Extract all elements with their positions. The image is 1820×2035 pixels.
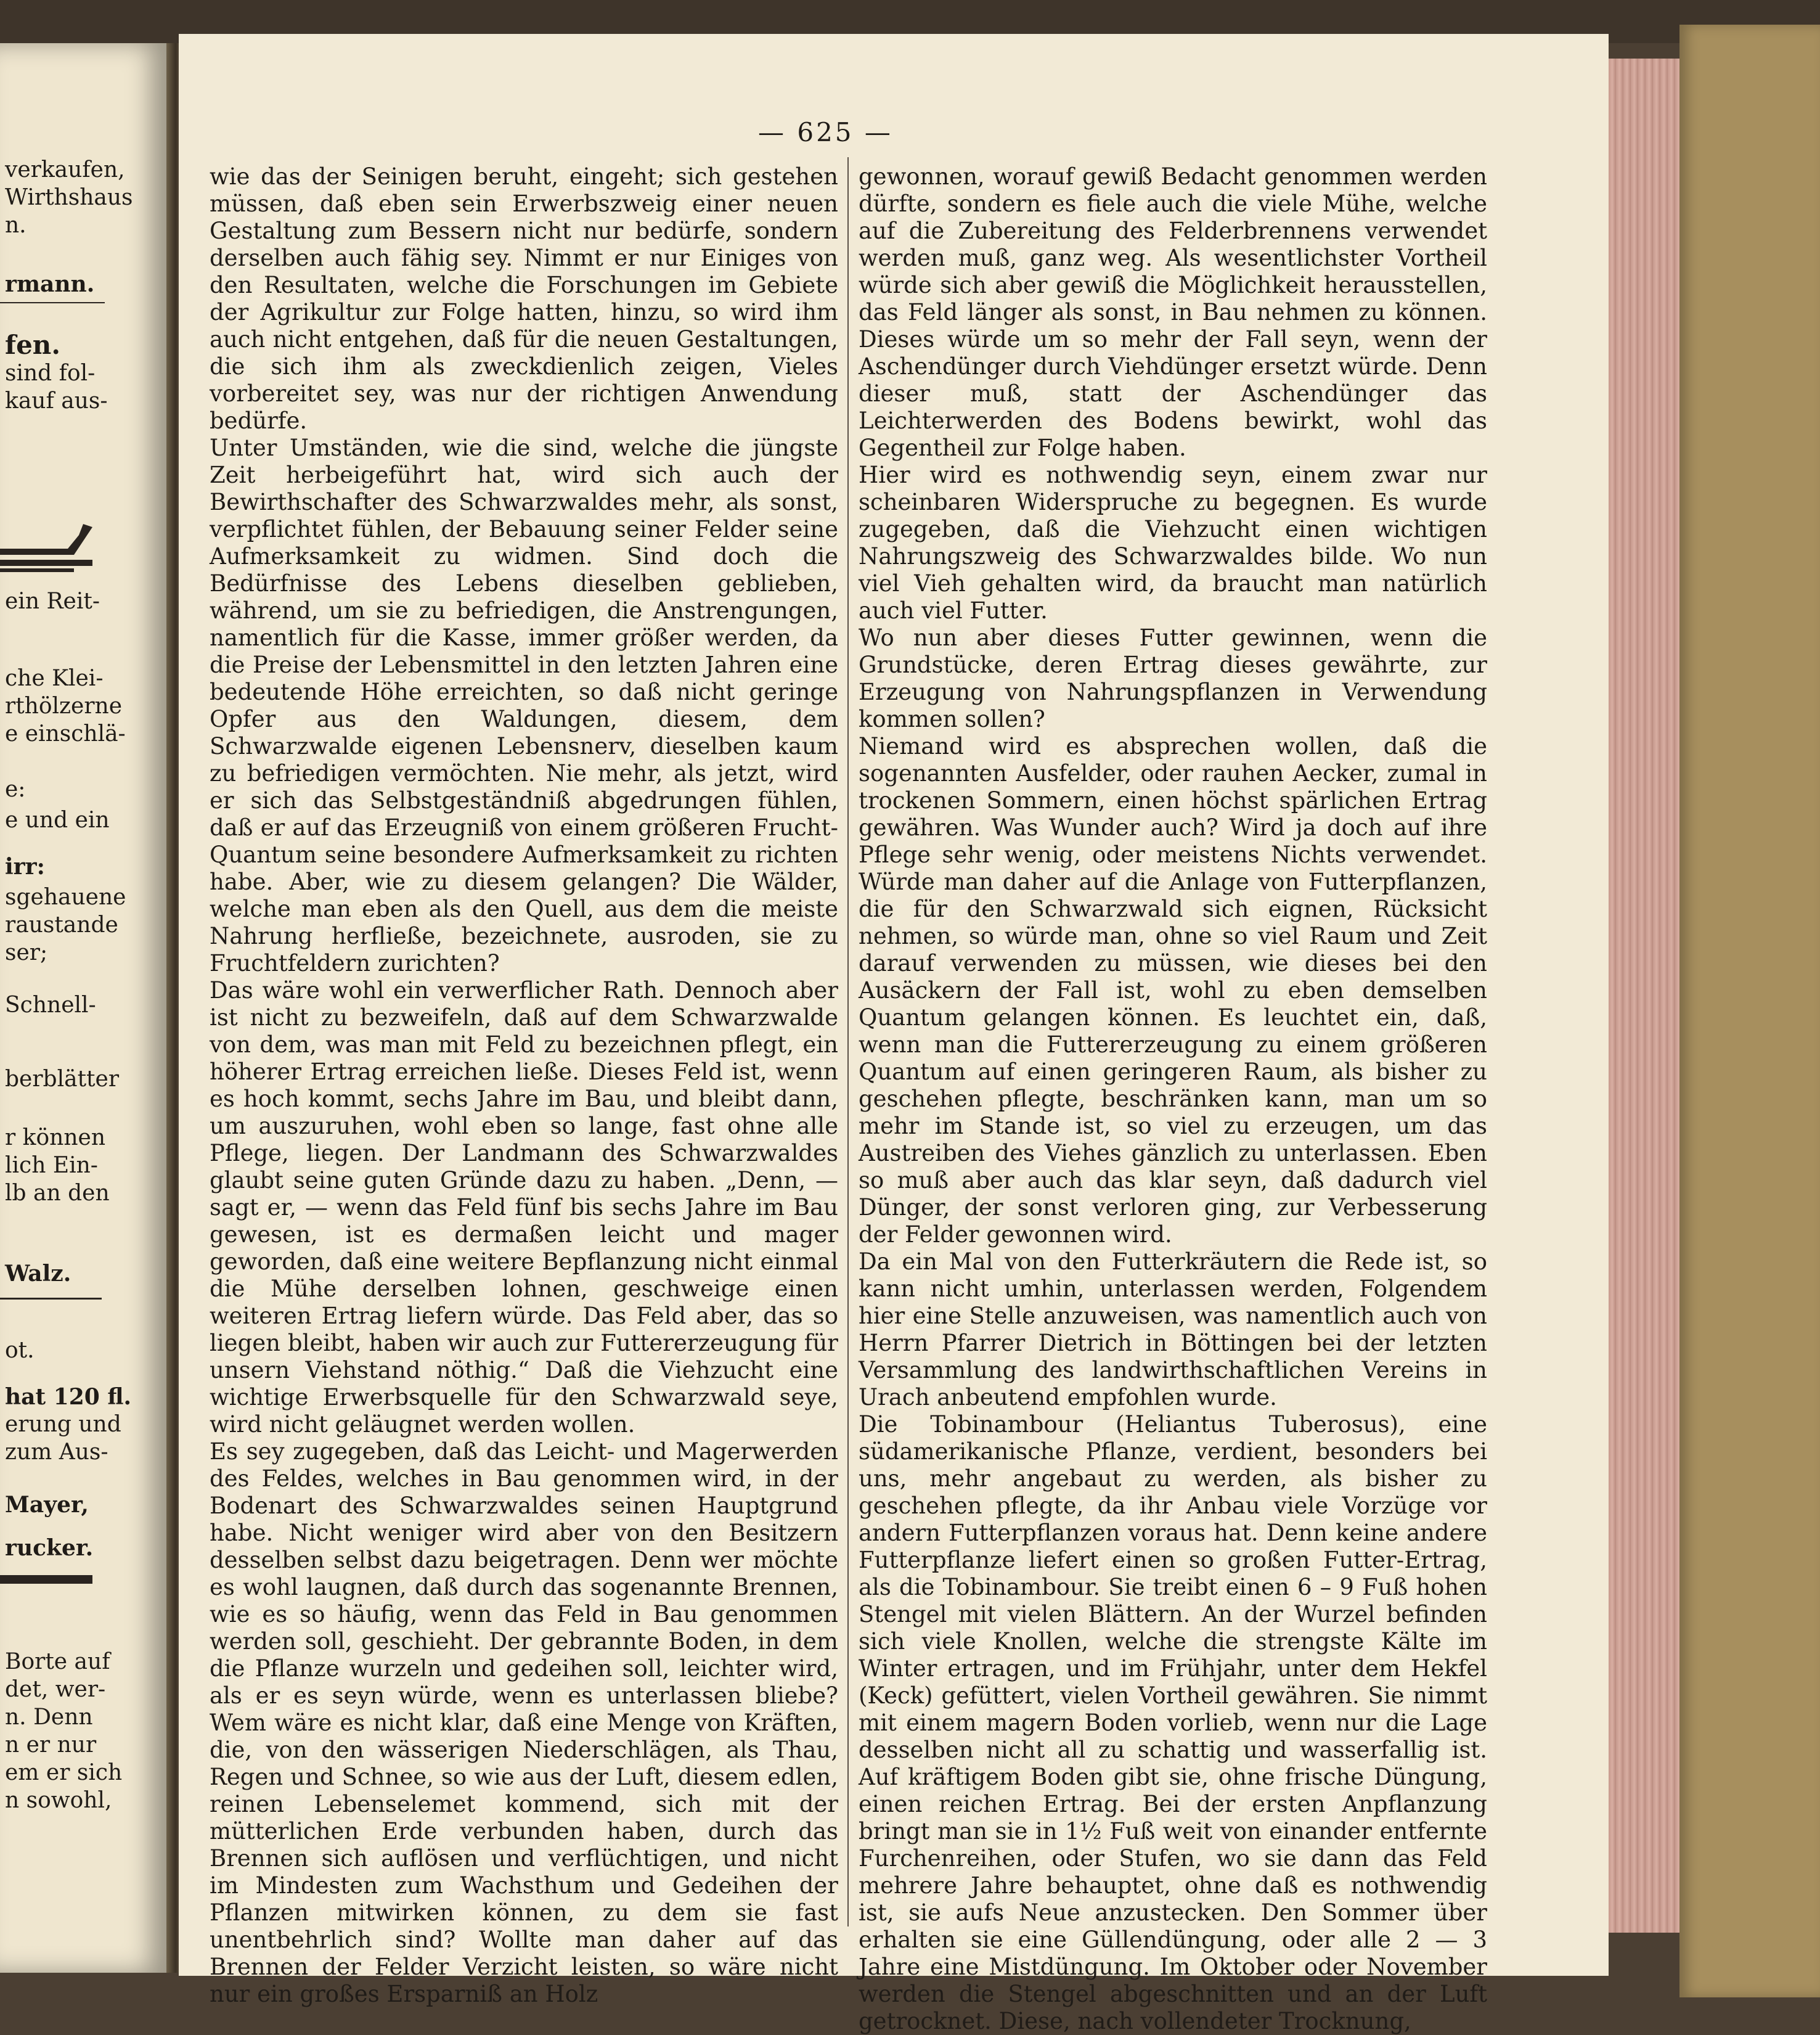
left-fragment: ein Reit- (5, 589, 100, 614)
left-fragment: erung und (5, 1412, 121, 1437)
left-fragment: lb an den (5, 1181, 110, 1206)
column-divider (847, 157, 849, 1926)
left-fragment: fen. (5, 330, 60, 360)
page-number: — 625 — (758, 117, 893, 147)
left-fragment: Mayer, (5, 1492, 89, 1518)
left-fragment: n er nur (5, 1732, 97, 1758)
text-column-left (210, 163, 838, 2008)
left-fragment: e und ein (5, 808, 110, 833)
left-fragment: ser; (5, 940, 48, 965)
paragraph: Niemand wird es absprechen wollen, daß die sogenannten Ausfelder, oder rauhen Aecker, zumal in trockenen Sommern, einen höchst spärlichen Ertrag gewähren. Was Wunder auch? Wird ja doch auf ihre Pflege sehr wenig, oder meistens Nichts verwendet. Würde man daher auf die Anlage von Futterpflanzen, die für den Schwarzwald sich eignen, Rücksicht nehmen, so würde man, ohne so viel Raum und Zeit darauf verwenden zu müssen, wie dieses bei den Ausäckern der Fall ist, wohl zu eben demselben Quantum gelangen können. Es leuchtet ein, daß, wenn man die Futtererzeugung zu einem größeren Quantum auf einen geringeren Raum, als bisher zu geschehen pflegte, beschränken kann, man um so mehr im Stande ist, so viel zu erzeugen, um das Austreiben des Viehes gänzlich zu unterlassen. Eben so muß aber auch das klar seyn, daß dadurch viel Dünger, der sonst verloren ging, zur Verbesserung der Felder gewonnen wird. (859, 733, 1487, 1248)
sleigh-illustration (0, 512, 99, 579)
left-fragment: sind fol- (5, 361, 96, 386)
book-cover (1679, 25, 1820, 1997)
left-fragment: hat 120 fl. (5, 1384, 132, 1410)
left-fragment: e einschlä- (5, 721, 126, 747)
left-fragment: irr: (5, 854, 45, 880)
left-fragment: Borte auf (5, 1649, 110, 1674)
left-fragment: rmann. (5, 271, 95, 297)
left-fragment: berblätter (5, 1067, 120, 1092)
rule (0, 302, 105, 303)
rule (0, 1298, 102, 1300)
paragraph: Das wäre wohl ein verwerflicher Rath. Dennoch aber ist nicht zu bezweifeln, daß auf dem Schwarzwalde von dem, was man mit Feld zu bezeichnen pflegt, ein höherer Ertrag erreichen ließe. Dieses Feld ist, wenn es hoch kommt, sechs Jahre im Bau, und bleibt dann, um auszuruhen, wohl eben so lange, fast ohne alle Pflege, liegen. Der Landmann des Schwarzwaldes glaubt seine guten Gründe dazu zu haben. „Denn, — sagt er, — wenn das Feld fünf bis sechs Jahre im Bau gewesen, ist es dermaßen leicht und mager geworden, daß eine weitere Bepflanzung nicht einmal die Mühe derselben lohnen, geschweige einen weiteren Ertrag liefern würde. Das Feld aber, das so liegen bleibt, haben wir auch zur Futtererzeugung für unsern Viehstand nöthig.“ Daß die Viehzucht eine wichtige Erwerbsquelle für den Schwarzwald seye, wird nicht geläugnet werden wollen. (210, 977, 838, 1438)
left-fragment: sgehauene (5, 885, 126, 910)
paragraph: Da ein Mal von den Futterkräutern die Rede ist, so kann nicht umhin, unterlassen werden, Folgendem hier eine Stelle anzuweisen, was namentlich auch von Herrn Pfarrer Dietrich in Böttingen bei der letzten Versammlung des landwirthschaftlichen Vereins in Urach anbeutend empfohlen wurde. (859, 1248, 1487, 1411)
paragraph: Wo nun aber dieses Futter gewinnen, wenn die Grundstücke, deren Ertrag dieses gewährte, zur Erzeugung von Nahrungspflanzen in Verwendung kommen sollen? (859, 624, 1487, 732)
left-fragment: n sowohl, (5, 1788, 112, 1813)
text-column-right (859, 163, 1487, 2035)
paragraph: Unter Umständen, wie die sind, welche die jüngste Zeit herbeigeführt hat, wird sich auch der Bewirthschafter des Schwarzwaldes mehr, als sonst, verpflichtet fühlen, der Bebauung seiner Felder seine Aufmerksamkeit zu widmen. Sind doch die Bedürfnisse des Lebens dieselben geblieben, während, um sie zu befriedigen, die Anstrengungen, namentlich für die Kasse, immer größer werden, da die Preise der Lebensmittel in den letzten Jahren eine bedeutende Höhe erreichten, so daß nicht geringe Opfer aus den Waldungen, diesem, dem Schwarzwalde eigenen Lebensnerv, dieselben kaum zu befriedigen vermöchten. Nie mehr, als jetzt, wird er sich das Selbstgeständniß abgedrungen fühlen, daß er auf das Erzeugniß von einem größeren Frucht-Quantum seine besondere Aufmerksamkeit zu richten habe. Aber, wie zu diesem gelangen? Die Wälder, welche man eben als den Quell, aus dem die meiste Nahrung herfließe, bezeichnete, ausroden, sie zu Fruchtfeldern zurichten? (210, 435, 838, 977)
left-fragment: em er sich (5, 1760, 123, 1785)
left-fragment: Walz. (5, 1261, 71, 1287)
left-fragment: kauf aus- (5, 388, 108, 414)
left-fragment: Schnell- (5, 993, 96, 1018)
paragraph: gewonnen, worauf gewiß Bedacht genommen werden dürfte, sondern es fiele auch die viele Mühe, welche auf die Zubereitung des Felderbrennens verwendet werden muß, ganz weg. Als wesentlichster Vortheil würde sich aber gewiß die Möglichkeit herausstellen, das Feld länger als sonst, in Bau nehmen zu können. Dieses würde um so mehr der Fall seyn, wenn der Aschendünger durch Viehdünger ersetzt würde. Denn dieser muß, statt der Aschendünger das Leichterwerden des Bodens bewirkt, wohl das Gegentheil zur Folge haben. (859, 163, 1487, 461)
left-fragment: lich Ein- (5, 1153, 98, 1178)
left-page (0, 43, 169, 1973)
page-edges (1609, 59, 1679, 1933)
paragraph: Es sey zugegeben, daß das Leicht- und Magerwerden des Feldes, welches in Bau genommen wird, in der Bodenart des Schwarzwaldes seinen Hauptgrund habe. Nicht weniger wird aber von den Besitzern desselben selbst dazu beigetragen. Denn wer möchte es wohl laugnen, daß durch das sogenannte Brennen, wie es so häufig, wenn das Feld in Bau genommen werden soll, geschieht. Der gebrannte Boden, in dem die Pflanze wurzeln und gedeihen soll, leichter wird, als er es seyn würde, wenn es unterlassen bliebe? Wem wäre es nicht klar, daß eine Menge von Kräften, die, von den wässerigen Niederschlägen, als Thau, Regen und Schnee, so wie aus der Luft, diesem edlen, reinen Lebenselemet kommend, sich mit der mütterlichen Erde verbunden haben, durch das Brennen sich auflösen und verflüchtigen, und nicht im Mindesten zum Wachsthum und Gedeihen der Pflanzen mitwirken können, zu dem sie fast unentbehrlich sind? Wollte man daher auf das Brennen der Felder Verzicht leisten, so wäre nicht nur ein großes Ersparniß an Holz (210, 1438, 838, 2007)
left-fragment: n. (5, 213, 27, 238)
left-fragment: che Klei- (5, 666, 104, 691)
left-fragment: ot. (5, 1338, 35, 1363)
left-fragment: raustande (5, 912, 118, 938)
left-fragment: Wirthshaus (5, 185, 133, 210)
left-fragment: n. Denn (5, 1705, 93, 1730)
left-fragment: det, wer- (5, 1677, 106, 1702)
left-fragment: r können (5, 1125, 106, 1150)
left-fragment: rthölzerne (5, 694, 123, 719)
paragraph: Die Tobinambour (Heliantus Tuberosus), eine südamerikanische Pflanze, verdient, besonders bei uns, mehr angebaut zu werden, als bisher zu geschehen pflegte, da ihr Anbau viele Vorzüge vor andern Futterpflanzen voraus hat. Denn keine andere Futterpflanze liefert einen so großen Futter-Ertrag, als die Tobinambour. Sie treibt einen 6 – 9 Fuß hohen Stengel mit vielen Blättern. An der Wurzel befinden sich viele Knollen, welche die strengste Kälte im Winter ertragen, und im Frühjahr, unter dem Hekfel (Keck) gefüttert, vielen Vortheil gewähren. Sie nimmt mit einem magern Boden vorlieb, wenn nur die Lage desselben nicht all zu schattig und wasserfallig ist. Auf kräftigem Boden gibt sie, ohne frische Düngung, einen reichen Ertrag. Bei der ersten Anpflanzung bringt man sie in 1½ Fuß weit von einander entfernte Furchenreihen, oder Stufen, wo sie dann das Feld mehrere Jahre behauptet, ohne daß es nothwendig ist, sie aufs Neue anzustecken. Den Sommer über erhalten sie eine Güllendüngung, oder alle 2 — 3 Jahre eine Mistdüngung. Im Oktober oder November werden die Stengel abgeschnitten und an der Luft getrocknet. Diese, nach vollendeter Trocknung, (859, 1411, 1487, 2034)
paragraph: Hier wird es nothwendig seyn, einem zwar nur scheinbaren Widerspruche zu begegnen. Es wurde zugegeben, daß die Viehzucht einen wichtigen Nahrungszweig des Schwarzwaldes bilde. Wo nun viel Vieh gehalten wird, da braucht man natürlich auch viel Futter. (859, 462, 1487, 624)
left-fragment: verkaufen, (5, 157, 125, 182)
left-fragment: rucker. (5, 1535, 94, 1561)
left-fragment: zum Aus- (5, 1439, 108, 1465)
rule (0, 1575, 92, 1584)
paragraph: wie das der Seinigen beruht, eingeht; sich gestehen müssen, daß eben sein Erwerbszweig einer neuen Gestaltung zum Bessern nicht nur bedürfe, sondern derselben auch fähig sey. Nimmt er nur Einiges von den Resultaten, welche die Forschungen im Gebiete der Agrikultur zur Folge hatten, hinzu, so wird ihm auch nicht entgehen, daß für die neuen Gestaltungen, die sich ihm als zweckdienlich zeigen, Vieles vorbereitet sey, was nur der richtigen Anwendung bedürfe. (210, 163, 838, 434)
left-fragment: e: (5, 777, 26, 802)
